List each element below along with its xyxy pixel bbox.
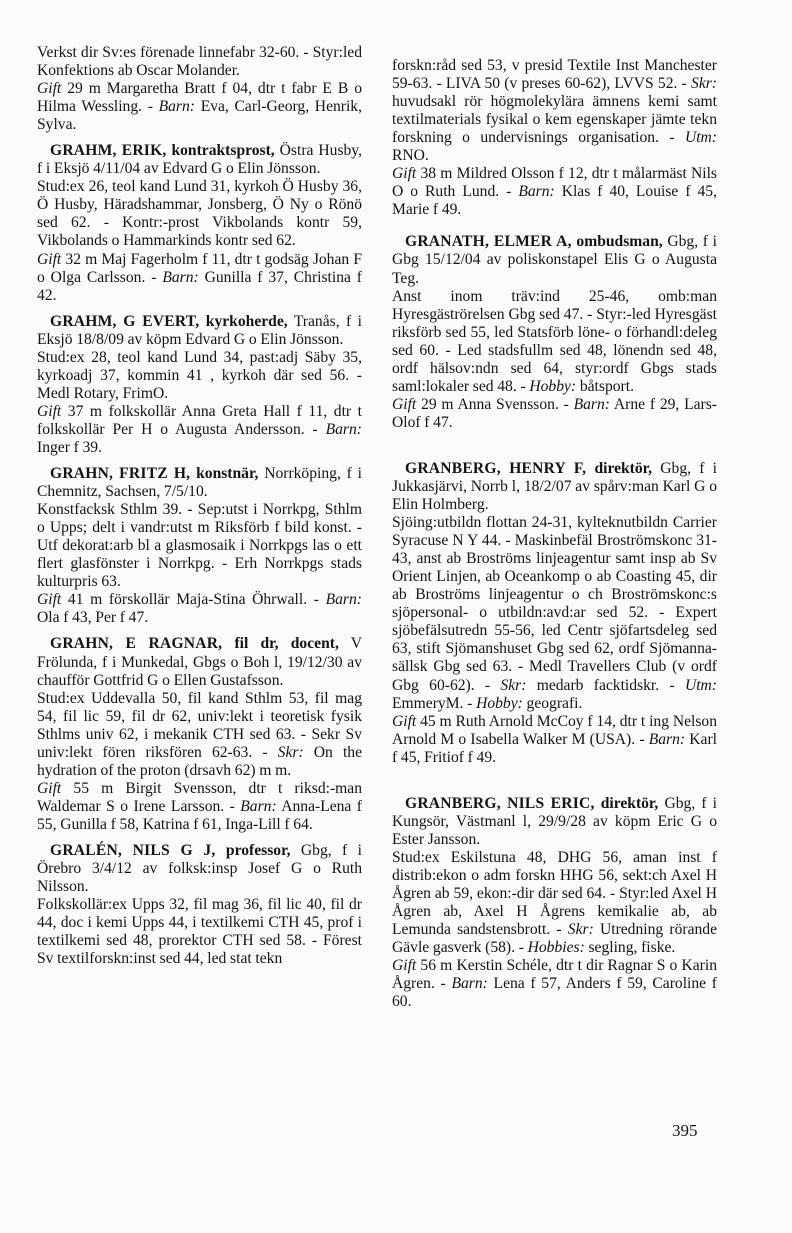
- entry-grahn-ragnar: [37, 635, 362, 834]
- entry-head: Gbg, f i Örebro 3/4/12 av folksk:insp Josef G o Ruth Nilsson.: [37, 841, 362, 896]
- entry-name: GRANBERG, HENRY F,: [405, 459, 587, 477]
- entry-text: Konstfacksk Sthlm 39. - Sep:utst i Norrkpg, Sthlm o Upps; delt i vandr:utst m Riksförb f bild konst. - Utf dekorat:arb bl a glasmosaik i Norrkpgs las o ett flert glasfönster i Norrkpg. - Erh Norrkpgs stads kulturpris 63.: [37, 501, 362, 591]
- entry-title: konstnär,: [196, 465, 259, 483]
- entry-text: Sjöing:utbildn flottan 24-31, kylteknutbildn Carrier Syracuse N Y 44. - Maskinbefäl Broströmskonc 31-43, anst ab Broströms linjeagentur samt insp ab Sv Orient Linjen, ab Oceankomp o ab Coasting 45, dir ab Broströms linjeagentur o ch Broströmskonc:s sjöpersonal- o utbildn:avd:ar sed 52. - Expert sjöbefälsutredn 55-56, led Centr sjöfartsdeleg sed 63, stift Sjömanshuset Gbg sed 62, ordf Sjömanna-sällsk Gbg sed 63. - Medl Travellers Club (v ordf Gbg 60-62). -: [392, 514, 717, 694]
- barn-text: Karl f 45, Fritiof f 49.: [392, 730, 717, 766]
- gift-text: 29 m Margaretha Bratt f 04, dtr t fabr E B o Hilma Wessling. -: [37, 80, 362, 116]
- skr-text: Utredning rörande Gävle gasverk (58). -: [392, 921, 718, 957]
- barn-label: Barn:: [325, 420, 362, 438]
- barn-label: Barn:: [325, 591, 362, 609]
- entry-head: Gbg, f i Gbg 15/12/04 av poliskonstapel Elis G o Augusta Teg.: [392, 233, 717, 287]
- entry-name: GRAHN, E RAGNAR,: [50, 635, 223, 653]
- gift-label: Gift: [37, 591, 62, 609]
- entry-title: direktör,: [594, 459, 653, 477]
- barn-label: Barn:: [240, 797, 277, 815]
- gift-text: 55 m Birgit Svensson, dtr t riksd:-man Waldemar S o Irene Larsson. -: [37, 779, 362, 815]
- entry-name: GRALÉN, NILS G J,: [50, 841, 216, 859]
- gift-text: 56 m Kerstin Schéle, dtr t dir Ragnar S o Karin Ågren. -: [392, 957, 717, 993]
- entry-name: GRANATH, ELMER A,: [405, 233, 572, 251]
- barn-text: Lena f 57, Anders f 59, Caroline f 60.: [392, 975, 717, 1011]
- barn-label: Barn:: [518, 183, 555, 201]
- skr-label: Skr:: [691, 75, 717, 93]
- entry-title: kyrkoherde,: [205, 312, 288, 330]
- gift-label: Gift: [392, 957, 417, 975]
- entry-granath-elmer: [392, 233, 717, 432]
- barn-text: Anna-Lena f 55, Gunilla f 58, Katrina f 61, Inga-Lill f 64.: [37, 797, 362, 833]
- barn-text: Eva, Carl-Georg, Henrik, Sylva.: [37, 98, 363, 134]
- entry-name: GRAHN, FRITZ H,: [50, 465, 191, 483]
- entry-text: Stud:ex 28, teol kand Lund 34, past:adj Säby 35, kyrkoadj 37, kommin 41 , kyrkoh där sed 56. - Medl Rotary, FrimO.: [37, 348, 362, 402]
- entry-head: Norrköping, f i Chemnitz, Sachsen, 7/5/10.: [37, 465, 363, 501]
- gift-label: Gift: [392, 712, 417, 730]
- barn-label: Barn:: [451, 975, 488, 993]
- gift-label: Gift: [392, 395, 417, 413]
- entry-text: Anst inom träv:ind 25-46, omb:man Hyresgäströrelsen Gbg sed 47. - Styr:-led Hyresgäst riksförb sed 55, led Statsförb löne- o förhandl:deleg sed 60. - Led stadsfullm sed 48, lönendn sed 48, ordf hälsov:ndn sed 64, styr:ordf Gbgs stads saml:lokaler sed 48. -: [392, 287, 717, 395]
- utm-label: Utm:: [684, 676, 717, 694]
- entry-text: Stud:ex Uddevalla 50, fil kand Sthlm 53, fil mag 54, fil lic 59, fil dr 62, univ:lekt i teoretisk fysik Sthlms univ 62, i mekanik CTH sed 63. - Sekr Sv univ:lekt fören riksfören 62-63. -: [37, 689, 362, 761]
- gift-label: Gift: [37, 779, 62, 797]
- entry-title: ombudsman,: [576, 233, 663, 251]
- skr-text: huvudsakl rör högmolekylära ämnens kemi samt textilmaterials fysikal o kem egenskaper jämte tekn forskning o undervisnings organisation. -: [392, 93, 717, 147]
- entry-name: GRAHM, G EVERT,: [50, 312, 200, 330]
- entry-text: Stud:ex 26, teol kand Lund 31, kyrkoh Ö Husby 36, Ö Husby, Häradshammar, Jonsberg, Ö Ny o Rönö sed 62. - Kontr:-prost Vikbolands kontr 59, Vikbolands o Hammarkinds kontr sed 62.: [37, 178, 362, 250]
- gift-text: 37 m folkskollär Anna Greta Hall f 11, dtr t folkskollär Per H o Augusta Andersson. -: [37, 402, 362, 438]
- barn-label: Barn:: [162, 268, 199, 286]
- hobby-text: segling, fiske.: [588, 939, 676, 957]
- right-column: [392, 57, 717, 1011]
- gift-label: Gift: [392, 165, 417, 183]
- gift-label: Gift: [37, 80, 62, 98]
- skr-text: On the hydration of the proton (drsavh 62) m m.: [37, 743, 363, 779]
- entry-head: Östra Husby, f i Eksjö 4/11/04 av Edvard G o Elin Jönsson.: [37, 142, 362, 178]
- barn-text: Inger f 39.: [37, 438, 102, 456]
- skr-label: Skr:: [277, 743, 304, 761]
- entry-gralen-nils: [37, 842, 362, 968]
- entry-text: Folkskollär:ex Upps 32, fil mag 36, fil lic 40, fil dr 44, doc i kemi Upps 44, i textilkemi CTH 45, prof i textilkemi sed 48, prorektor CTH sed 58. - Förest Sv textilforskn:inst sed 44, led stat tekn: [37, 896, 362, 968]
- entry-head: V Frölunda, f i Munkedal, Gbgs o Boh l, 19/12/30 av chaufför Gottfrid G o Ellen Gustafsson.: [37, 635, 363, 689]
- entry-name: GRANBERG, NILS ERIC,: [405, 794, 595, 812]
- entry-head: Gbg, f i Kungsör, Västmanl l, 29/9/28 av köpm Eric G o Ester Jansson.: [392, 794, 718, 848]
- entry-text: Verkst dir Sv:es förenade linnefabr 32-60. - Styr:led Konfektions ab Oscar Molander.: [37, 44, 362, 80]
- gift-text: 38 m Mildred Olsson f 12, dtr t målarmäst Nils O o Ruth Lund. -: [392, 165, 717, 201]
- entry-text: forskn:råd sed 53, v presid Textile Inst Manchester 59-63. - LIVA 50 (v preses 60-62), LVVS 52. -: [392, 57, 717, 93]
- utm-text: RNO.: [392, 147, 429, 165]
- continued-entry: [37, 44, 362, 134]
- entry-head: Tranås, f i Eksjö 18/8/09 av köpm Edvard G o Elin Jönsson.: [37, 312, 363, 348]
- entry-grahm-erik: [37, 142, 362, 304]
- hobbies-label: Hobbies:: [527, 939, 585, 957]
- entry-title: professor,: [225, 841, 291, 859]
- entry-title: kontraktsprost,: [171, 142, 275, 160]
- hobby-label: Hobby:: [476, 694, 523, 712]
- entry-title: fil dr, docent,: [234, 635, 339, 653]
- entry-granberg-nils: [392, 795, 717, 1012]
- barn-text: Klas f 40, Louise f 45, Marie f 49.: [392, 183, 717, 219]
- barn-label: Barn:: [573, 395, 610, 413]
- barn-text: Gunilla f 37, Christina f 42.: [37, 268, 363, 304]
- entry-grahm-evert: [37, 313, 362, 457]
- hobby-text: geografi.: [526, 694, 583, 712]
- page-number: 395: [672, 1121, 698, 1140]
- barn-label: Barn:: [158, 98, 195, 116]
- skr-label: Skr:: [567, 921, 594, 939]
- skr-label: Skr:: [500, 676, 527, 694]
- gift-text: 32 m Maj Fagerholm f 11, dtr t godsäg Johan F o Olga Carlsson. -: [37, 250, 362, 286]
- gift-label: Gift: [37, 402, 62, 420]
- barn-text: Ola f 43, Per f 47.: [37, 609, 149, 627]
- gift-label: Gift: [37, 250, 62, 268]
- entry-grahn-fritz: [37, 465, 362, 627]
- barn-label: Barn:: [648, 730, 686, 748]
- entry-name: GRAHM, ERIK,: [50, 142, 167, 160]
- utm-label: Utm:: [684, 129, 717, 147]
- entry-head: Gbg, f i Jukkasjärvi, Norrb l, 18/2/07 av spårv:man Karl G o Elin Holmberg.: [392, 459, 717, 514]
- entry-text: Stud:ex Eskilstuna 48, DHG 56, aman inst f distrib:ekon o adm forskn HHG 56, sekt:ch Axel H Ågren ab 59, ekon:-dir där sed 64. - Styr:led Axel H Ågren ab, Axel H Ågrens kemikalie ab, ab Lemunda sandstensbrott. -: [392, 848, 717, 939]
- gift-text: 45 m Ruth Arnold McCoy f 14, dtr t ing Nelson Arnold M o Isabella Walker M (USA). -: [392, 712, 718, 748]
- continued-entry: [392, 57, 717, 219]
- barn-text: Arne f 29, Lars-Olof f 47.: [392, 395, 717, 431]
- entry-title: direktör,: [600, 794, 659, 812]
- gift-text: 41 m förskollär Maja-Stina Öhrwall. -: [67, 591, 326, 609]
- hobby-text: båtsport.: [579, 377, 634, 395]
- entry-granberg-henry: [392, 460, 717, 767]
- utm-text: EmmeryM. -: [392, 694, 477, 712]
- hobby-label: Hobby:: [529, 377, 577, 395]
- left-column: [37, 44, 362, 968]
- gift-text: 29 m Anna Svensson. -: [421, 395, 574, 413]
- skr-text: medarb facktidskr. -: [536, 676, 685, 694]
